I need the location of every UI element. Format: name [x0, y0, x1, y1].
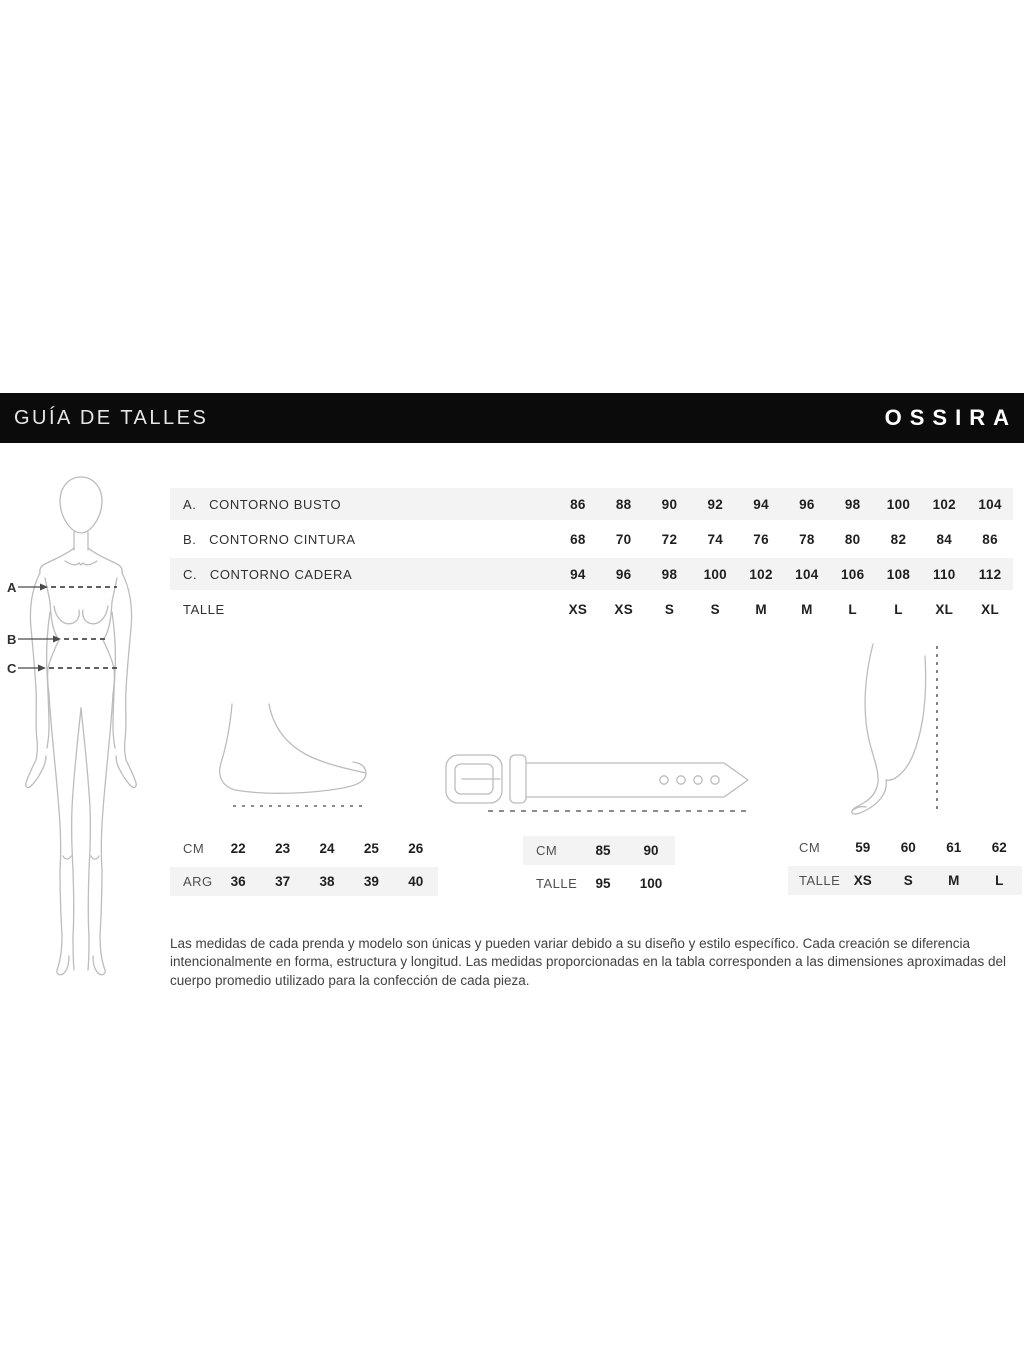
- foot-illustration: [215, 700, 380, 815]
- row-values: 36 37 38 39 40: [230, 874, 424, 889]
- foot-size-table: [170, 834, 438, 896]
- row-values: 68 70 72 74 76 78 80 82 84 86: [570, 531, 998, 547]
- row-values: 94 96 98 100 102 104 106 108 110 112: [570, 566, 1002, 582]
- table-row: [523, 869, 675, 898]
- table-row: [170, 867, 438, 896]
- row-label: A. CONTORNO BUSTO: [183, 496, 342, 512]
- bust-measure-label: A: [7, 580, 17, 595]
- row-label: CM: [536, 843, 558, 858]
- table-row: [788, 866, 1022, 895]
- row-label: TALLE: [799, 873, 841, 888]
- belt-size-table: [523, 836, 675, 898]
- row-label: C. CONTORNO CADERA: [183, 566, 353, 582]
- waist-measure-label: B: [7, 632, 17, 647]
- page-title: GUÍA DE TALLES: [14, 406, 209, 429]
- row-values: 22 23 24 25 26: [230, 841, 424, 856]
- table-row: [170, 523, 1013, 555]
- row-label: B. CONTORNO CINTURA: [183, 531, 356, 547]
- brand-logo: OSSIRA: [884, 405, 1017, 430]
- table-row: [170, 488, 1013, 520]
- measurements-note: Las medidas de cada prenda y modelo son únicas y pueden variar debido a su diseño y estilo específico. Cada creación se diferencia intencionalmente en forma, estructura y longitud. Las medidas proporcionadas en la tabla corresponden a las dimensiones aproximadas del cuerpo promedio utilizado para la confección de cada pieza.: [170, 935, 1006, 988]
- table-row: [170, 593, 1013, 625]
- row-values: 86 88 90 92 94 96 98 100 102 104: [570, 496, 1002, 512]
- row-label: CM: [799, 840, 821, 855]
- row-label: ARG: [183, 874, 213, 889]
- row-label: TALLE: [183, 601, 225, 617]
- hip-arrow-icon: [38, 665, 46, 672]
- header-bar: [0, 393, 1024, 443]
- female-figure-illustration: [5, 470, 160, 980]
- row-values: 59 60 61 62: [855, 840, 1007, 855]
- row-values: XS S M L: [853, 873, 1004, 888]
- row-label: CM: [183, 841, 205, 856]
- hip-measure-label: C: [7, 661, 17, 676]
- table-row: [170, 834, 438, 863]
- row-label: TALLE: [536, 876, 578, 891]
- row-values: 95 100: [595, 876, 663, 891]
- table-row: [170, 558, 1013, 590]
- belt-illustration: [440, 745, 755, 820]
- arm-illustration: [845, 640, 955, 820]
- arm-size-table: [788, 833, 1022, 895]
- row-values: XS XS S S M M L L XL XL: [568, 601, 1000, 617]
- row-values: 85 90: [595, 843, 659, 858]
- size-table: [170, 488, 1013, 625]
- table-row: [523, 836, 675, 865]
- table-row: [788, 833, 1022, 862]
